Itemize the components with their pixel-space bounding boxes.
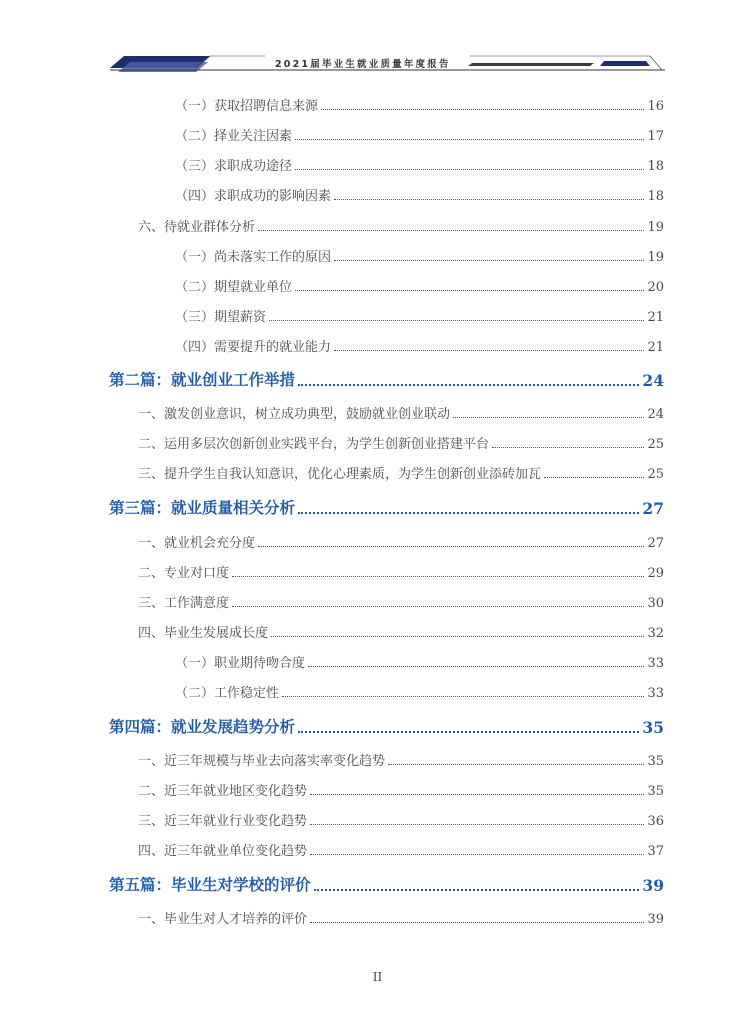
toc-dot-leader <box>295 169 644 170</box>
toc-entry[interactable] <box>138 562 664 581</box>
toc-entry-title: 三、提升学生自我认知意识，优化心理素质，为学生创新创业添砖加瓦 <box>138 467 542 482</box>
toc-entry[interactable] <box>138 592 664 611</box>
toc-dot-leader <box>298 512 639 514</box>
toc-page-number: 17 <box>647 129 664 144</box>
toc-page-number: 21 <box>647 310 664 325</box>
toc-entry[interactable] <box>138 433 664 452</box>
toc-entry[interactable] <box>175 652 664 671</box>
toc-entry-title: （四）需要提升的就业能力 <box>175 340 332 355</box>
toc-entry-title: （二）期望就业单位 <box>175 280 293 295</box>
toc-entry-title: 二、近三年就业地区变化趋势 <box>138 784 308 799</box>
toc-entry[interactable] <box>175 682 664 701</box>
toc-dot-leader <box>258 546 644 547</box>
toc-dot-leader <box>295 139 644 140</box>
toc-dot-leader <box>310 824 644 825</box>
toc-entry[interactable] <box>175 246 664 265</box>
toc-dot-leader <box>321 109 644 110</box>
toc-entry-title: （一）获取招聘信息来源 <box>175 99 319 114</box>
toc-dot-leader <box>282 696 644 697</box>
toc-page-number: 29 <box>647 566 664 581</box>
toc-entry[interactable] <box>138 840 664 859</box>
toc-entry[interactable] <box>175 306 664 325</box>
toc-entry-title: （四）求职成功的影响因素 <box>175 189 332 204</box>
toc-dot-leader <box>295 290 644 291</box>
toc-page-number: 37 <box>647 844 664 859</box>
toc-entry-title: （三）期望薪资 <box>175 310 267 325</box>
toc-dot-leader <box>334 199 644 200</box>
page-number: II <box>372 970 383 984</box>
toc-page-number: 21 <box>647 340 664 355</box>
toc-page-number: 25 <box>647 467 664 482</box>
toc-dot-leader <box>308 666 644 667</box>
toc-dot-leader <box>258 230 644 231</box>
toc-page-number: 30 <box>647 596 664 611</box>
toc-entry[interactable] <box>138 622 664 641</box>
toc-page-number: 18 <box>647 189 664 204</box>
toc-page-number: 27 <box>642 499 664 518</box>
toc-entry[interactable] <box>175 185 664 204</box>
toc-entry-title: 一、就业机会充分度 <box>138 536 256 551</box>
toc-entry[interactable] <box>175 125 664 144</box>
toc-dot-leader <box>310 854 644 855</box>
toc-entry-title: 第五篇：毕业生对学校的评价 <box>109 876 311 894</box>
toc-dot-leader <box>544 477 644 478</box>
toc-dot-leader <box>269 320 644 321</box>
toc-page-number: 18 <box>647 159 664 174</box>
toc-dot-leader <box>334 350 644 351</box>
toc-entry[interactable] <box>138 810 664 829</box>
toc-page-number: 36 <box>647 814 664 829</box>
toc-entry[interactable] <box>175 336 664 355</box>
toc-entry-title: 三、工作满意度 <box>138 596 230 611</box>
toc-entry[interactable] <box>138 780 664 799</box>
toc-entry-title: （三）求职成功途径 <box>175 159 293 174</box>
toc-entry-title: 四、近三年就业单位变化趋势 <box>138 844 308 859</box>
toc-entry[interactable] <box>138 403 664 422</box>
toc-part-entry[interactable] <box>109 715 664 737</box>
toc-entry-title: 二、专业对口度 <box>138 566 230 581</box>
toc-entry[interactable] <box>138 908 664 927</box>
toc-page-number: 35 <box>642 718 664 737</box>
page-header <box>0 0 755 80</box>
toc-dot-leader <box>453 417 644 418</box>
toc-dot-leader <box>298 384 639 386</box>
toc-part-entry[interactable] <box>109 368 664 390</box>
toc-entry-title: 一、激发创业意识，树立成功典型，鼓励就业创业联动 <box>138 407 451 422</box>
toc-entry[interactable] <box>175 95 664 114</box>
toc-dot-leader <box>298 731 639 733</box>
toc-page-number: 32 <box>647 626 664 641</box>
toc-dot-leader <box>388 764 644 765</box>
toc-page-number: 24 <box>642 371 664 390</box>
toc-entry[interactable] <box>138 463 664 482</box>
toc-dot-leader <box>271 636 644 637</box>
toc-entry-title: 第二篇：就业创业工作举措 <box>109 371 296 389</box>
toc-entry-title: （一）尚未落实工作的原因 <box>175 250 332 265</box>
toc-page-number: 27 <box>647 536 664 551</box>
toc-entry-title: 第三篇：就业质量相关分析 <box>109 499 296 517</box>
toc-entry-title: （二）择业关注因素 <box>175 129 293 144</box>
toc-entry-title: 第四篇：就业发展趋势分析 <box>109 718 296 736</box>
toc-entry[interactable] <box>175 155 664 174</box>
toc-entry-title: 二、运用多层次创新创业实践平台，为学生创新创业搭建平台 <box>138 437 490 452</box>
toc-entry-title: （二）工作稳定性 <box>175 686 280 701</box>
toc-dot-leader <box>314 889 640 891</box>
toc-entry-title: （一）职业期待吻合度 <box>175 656 306 671</box>
toc-dot-leader <box>232 576 644 577</box>
toc-page-number: 20 <box>647 280 664 295</box>
toc-entry[interactable] <box>138 532 664 551</box>
toc-dot-leader <box>334 260 644 261</box>
toc-entry[interactable] <box>138 216 664 235</box>
toc-page-number: 25 <box>647 437 664 452</box>
toc-dot-leader <box>310 794 644 795</box>
toc-page-number: 19 <box>647 220 664 235</box>
toc-part-entry[interactable] <box>109 496 664 518</box>
toc-page-number: 33 <box>647 656 664 671</box>
toc-entry-title: 一、毕业生对人才培养的评价 <box>138 912 308 927</box>
toc-page-number: 16 <box>647 99 664 114</box>
toc-page-number: 35 <box>647 754 664 769</box>
toc-page-number: 35 <box>647 784 664 799</box>
toc-page-number: 33 <box>647 686 664 701</box>
toc-dot-leader <box>310 922 644 923</box>
toc-dot-leader <box>492 447 644 448</box>
toc-entry-title: 四、毕业生发展成长度 <box>138 626 269 641</box>
toc-entry-title: 三、近三年就业行业变化趋势 <box>138 814 308 829</box>
toc-entry-title: 一、近三年规模与毕业去向落实率变化趋势 <box>138 754 386 769</box>
toc-part-entry[interactable] <box>109 873 664 895</box>
toc-page-number: 19 <box>647 250 664 265</box>
toc-dot-leader <box>232 606 644 607</box>
toc-page-number: 39 <box>647 912 664 927</box>
header-title: 2021届毕业生就业质量年度报告 <box>275 59 451 70</box>
toc-entry[interactable] <box>138 750 664 769</box>
toc-entry-title: 六、待就业群体分析 <box>138 220 256 235</box>
toc-entry[interactable] <box>175 276 664 295</box>
toc-page-number: 24 <box>647 407 664 422</box>
toc-page-number: 39 <box>642 876 664 895</box>
